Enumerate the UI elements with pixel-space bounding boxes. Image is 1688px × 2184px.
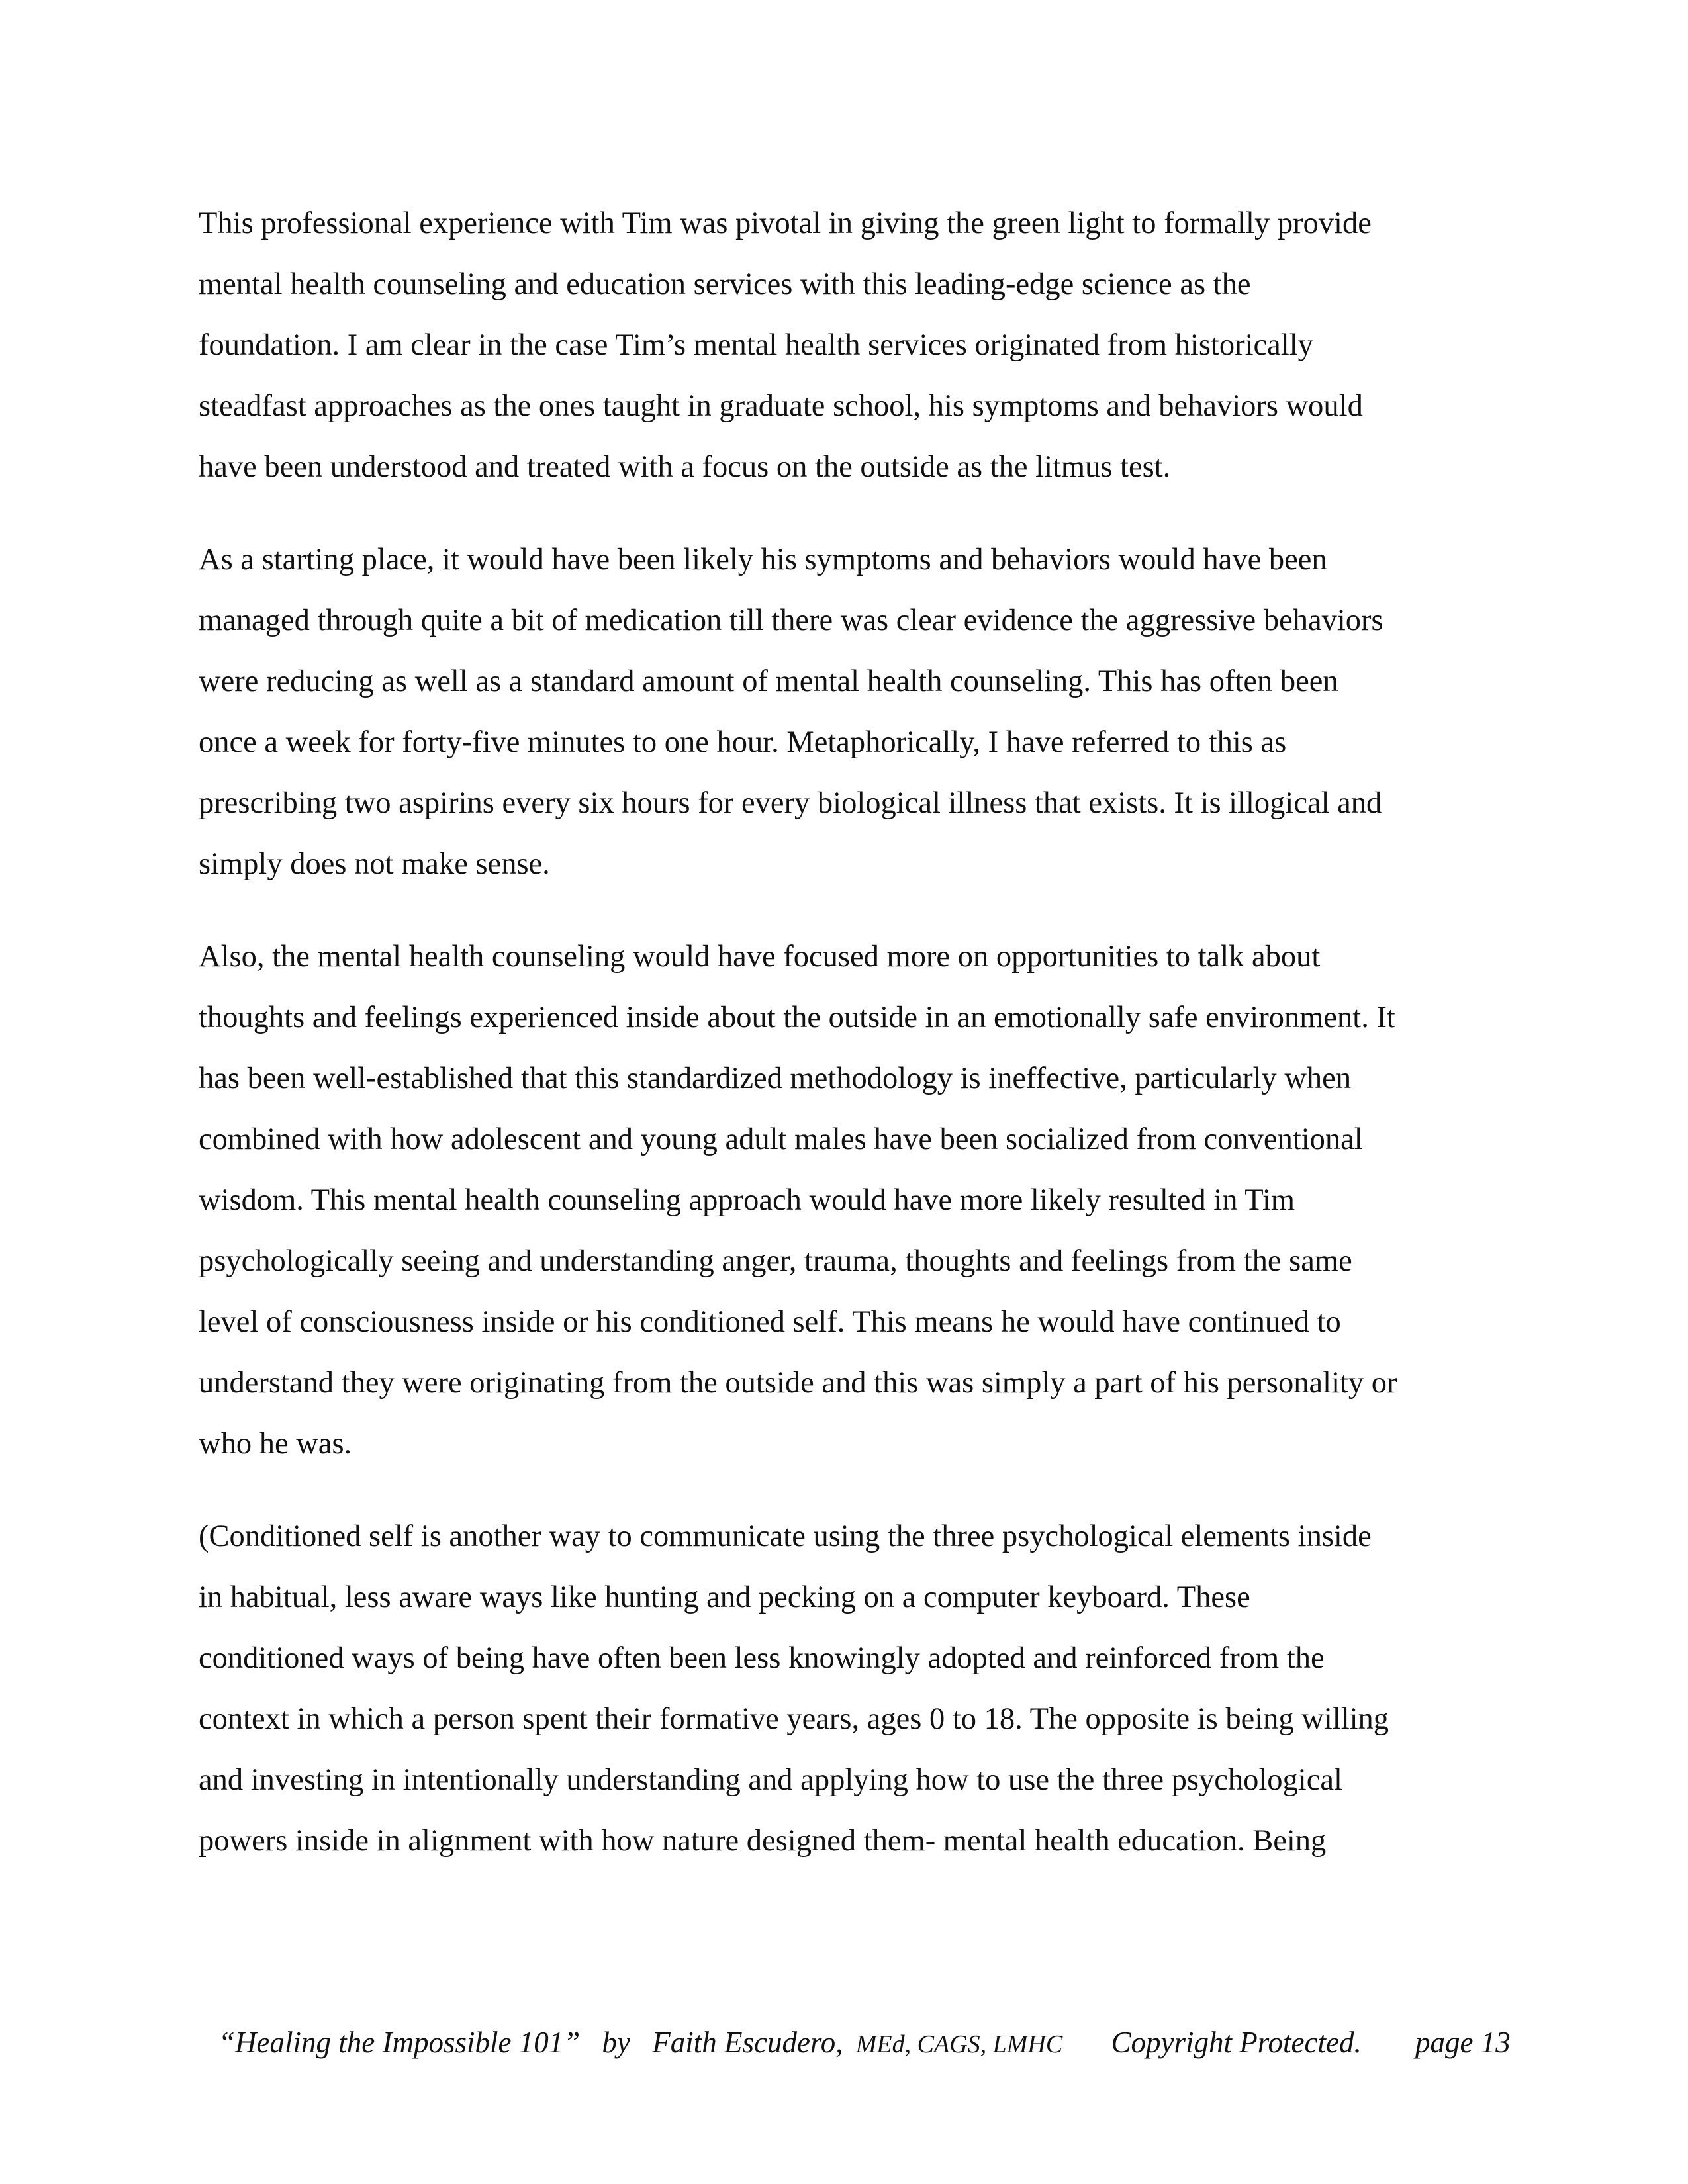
text-line: level of consciousness inside or his conditioned self. This means he would have continued to [199, 1305, 1341, 1339]
text-line: foundation. I am clear in the case Tim’s mental health services originated from historically [199, 328, 1313, 362]
paragraph-4 [199, 1506, 1496, 1872]
text-line: who he was. [199, 1427, 352, 1461]
text-line: understand they were originating from the outside and this was simply a part of his personality or [199, 1366, 1397, 1400]
text-line: psychologically seeing and understanding anger, trauma, thoughts and feelings from the same [199, 1244, 1352, 1278]
paragraph-3 [199, 927, 1496, 1475]
footer-credentials: MEd, CAGS, LMHC [855, 2030, 1063, 2058]
text-line: were reducing as well as a standard amount of mental health counseling. This has often been [199, 664, 1338, 698]
text-line: steadfast approaches as the ones taught in graduate school, his symptoms and behaviors would [199, 389, 1363, 423]
text-line: and investing in intentionally understanding and applying how to use the three psychological [199, 1763, 1342, 1797]
text-line: once a week for forty-five minutes to one hour. Metaphorically, I have referred to this as [199, 725, 1287, 759]
text-line: managed through quite a bit of medication till there was clear evidence the aggressive behaviors [199, 604, 1383, 637]
text-line: As a starting place, it would have been likely his symptoms and behaviors would have been [199, 543, 1327, 576]
text-line: This professional experience with Tim was pivotal in giving the green light to formally provide [199, 206, 1372, 240]
text-line: (Conditioned self is another way to communicate using the three psychological elements inside [199, 1520, 1372, 1553]
text-line: in habitual, less aware ways like hunting and pecking on a computer keyboard. These [199, 1580, 1250, 1614]
text-line: simply does not make sense. [199, 847, 550, 881]
paragraph-2 [199, 529, 1496, 895]
text-line: combined with how adolescent and young adult males have been socialized from conventional [199, 1122, 1363, 1156]
footer-author: Faith Escudero, [652, 2026, 843, 2059]
footer-page-number: page 13 [1415, 2026, 1511, 2059]
page-footer [218, 2025, 1511, 2065]
text-line: Also, the mental health counseling would have focused more on opportunities to talk about [199, 940, 1321, 974]
text-line: prescribing two aspirins every six hours for every biological illness that exists. It is illogical and [199, 786, 1382, 820]
text-line: has been well-established that this standardized methodology is ineffective, particularly when [199, 1062, 1352, 1095]
text-line: have been understood and treated with a focus on the outside as the litmus test. [199, 450, 1171, 484]
text-line: conditioned ways of being have often been less knowingly adopted and reinforced from the [199, 1641, 1325, 1675]
paragraph-1 [199, 193, 1496, 498]
text-line: powers inside in alignment with how nature designed them- mental health education. Being [199, 1824, 1327, 1858]
body-text [199, 193, 1496, 1903]
text-line: context in which a person spent their formative years, ages 0 to 18. The opposite is being willing [199, 1702, 1389, 1736]
text-line: thoughts and feelings experienced inside about the outside in an emotionally safe environment. It [199, 1001, 1395, 1034]
text-line: wisdom. This mental health counseling approach would have more likely resulted in Tim [199, 1183, 1295, 1217]
text-line: mental health counseling and education services with this leading-edge science as the [199, 267, 1251, 301]
footer-book-title: “Healing the Impossible 101” [218, 2026, 581, 2059]
footer-by: by [602, 2026, 630, 2059]
footer-copyright: Copyright Protected. [1111, 2026, 1362, 2059]
